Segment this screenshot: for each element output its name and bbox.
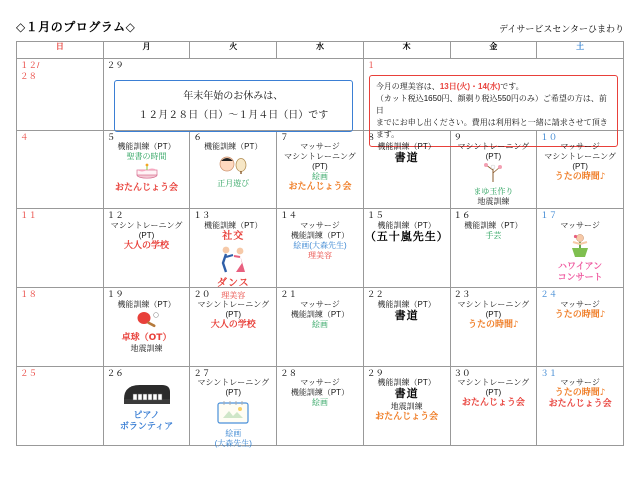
activity-list xyxy=(190,142,276,189)
calendar-day-cell xyxy=(190,130,277,209)
activity-item: 絵画 xyxy=(311,172,328,182)
activity-list xyxy=(364,300,450,324)
calendar-day-cell xyxy=(17,287,104,366)
activity-item: 大人の学校 xyxy=(124,240,170,251)
activity-list xyxy=(277,142,363,193)
page-title: ◇１月のプログラム◇ xyxy=(16,20,136,34)
day-content xyxy=(17,221,103,287)
dance-icon xyxy=(191,244,275,277)
weekday-header-mon: 月 xyxy=(103,42,190,59)
beauty-notice-line1: 今月の理美容は、13日(火)・14(水)です。 xyxy=(375,81,524,91)
activity-item: おたんじょう会 xyxy=(375,411,439,422)
activity-list xyxy=(537,300,623,321)
calendar-day-cell xyxy=(103,130,190,209)
day-content xyxy=(451,300,537,366)
day-number: ２４ xyxy=(540,288,558,299)
sketchbook-icon xyxy=(191,399,275,428)
activity-item: 正月遊び xyxy=(217,179,250,189)
day-content xyxy=(451,221,537,287)
activity-item: (大森先生) xyxy=(214,439,252,449)
activity-item: ハワイアン xyxy=(558,261,603,272)
page-header xyxy=(16,18,624,35)
day-content xyxy=(190,142,276,208)
activity-item: 聖書の時間 xyxy=(126,152,167,162)
activity-item: マシントレーニング(PT) xyxy=(544,152,616,172)
calendar-day-cell xyxy=(103,209,190,288)
activity-list xyxy=(190,378,276,449)
calendar-day-cell xyxy=(17,209,104,288)
calendar-week-row xyxy=(17,130,624,209)
day-number: ５ xyxy=(106,131,116,142)
day-content xyxy=(364,221,450,287)
activity-item: まゆ玉作り xyxy=(473,187,514,197)
activity-item: マシントレーニング(PT) xyxy=(197,378,270,398)
calendar-day-cell xyxy=(537,287,624,366)
activity-list xyxy=(451,378,537,409)
activity-item: 手芸 xyxy=(485,230,502,240)
calendar-day-cell xyxy=(103,287,190,366)
weekday-header-fri: 金 xyxy=(450,42,537,59)
day-number: ２３ xyxy=(453,288,471,299)
activity-item: マシントレーニング(PT) xyxy=(284,152,356,172)
activity-list xyxy=(451,142,537,207)
calendar-day-cell xyxy=(363,209,450,288)
activity-item: マッサージ xyxy=(300,378,340,388)
calendar-day-cell xyxy=(17,366,104,446)
day-number: １０ xyxy=(540,131,558,142)
activity-item: うたの時間♪ xyxy=(467,319,519,330)
day-number: ２２ xyxy=(366,288,384,299)
calendar-day-cell xyxy=(450,130,537,209)
day-number: ６ xyxy=(193,131,202,142)
activity-list xyxy=(364,221,450,245)
activity-item: 絵画 xyxy=(225,429,242,439)
activity-item: 絵画 xyxy=(311,319,328,329)
activity-item: おたんじょう会 xyxy=(461,398,525,409)
activity-item: 機能訓練（PT） xyxy=(377,299,436,309)
day-number: １８ xyxy=(20,288,38,299)
day-content xyxy=(190,300,276,366)
activity-list xyxy=(190,221,276,301)
calendar-week-row xyxy=(17,209,624,288)
calendar-day-cell xyxy=(190,366,277,449)
beauty-notice-line2: （カット税込1650円、顔剃り税込550円のみ）ご希望の方は、前日 xyxy=(375,93,607,115)
calendar-day-cell xyxy=(17,59,104,131)
calendar-day-cell xyxy=(277,209,364,288)
beauty-notice-line3: までにお申し出ください。費用は利用料と一緒に請求させて頂きます。 xyxy=(375,117,608,139)
day-number: １２/ ２８ xyxy=(20,60,40,81)
day-content xyxy=(277,378,363,444)
activity-list xyxy=(277,378,363,408)
day-content xyxy=(17,81,103,127)
day-content xyxy=(364,300,450,366)
day-number: １３ xyxy=(193,210,211,221)
activity-item: 機能訓練（PT） xyxy=(377,378,436,388)
activity-item: 絵画(大森先生) xyxy=(293,240,347,250)
day-content xyxy=(451,142,537,208)
calendar-day-cell xyxy=(190,287,277,366)
calendar-day-cell xyxy=(277,366,364,446)
day-content xyxy=(364,142,450,208)
activity-item: 機能訓練（PT） xyxy=(204,142,263,152)
day-number: ２９ xyxy=(106,60,124,70)
weekday-header-thu: 木 xyxy=(363,42,450,59)
activity-item: マッサージ xyxy=(560,142,600,152)
calendar-day-cell xyxy=(363,130,450,209)
day-number: １ xyxy=(366,60,376,70)
activity-item: うたの時間♪ xyxy=(554,309,606,320)
day-content xyxy=(537,221,623,287)
weekday-header-tue: 火 xyxy=(190,42,277,59)
activity-item: 地震訓練 xyxy=(390,401,423,411)
activity-item: ピアノ xyxy=(133,411,160,422)
weekday-header-row xyxy=(17,42,624,59)
day-content xyxy=(537,142,623,208)
piano-icon xyxy=(105,379,189,410)
calendar-week-row xyxy=(17,287,624,366)
activity-list xyxy=(277,300,363,330)
activity-item: 絵画 xyxy=(311,398,328,408)
activity-item: ボランティア xyxy=(119,422,174,433)
day-number: ２６ xyxy=(106,367,124,378)
activity-item: おたんじょう会 xyxy=(115,183,179,194)
day-number: ２０ xyxy=(193,288,211,299)
activity-list xyxy=(364,142,450,166)
holiday-notice xyxy=(114,80,353,132)
day-number: ７ xyxy=(280,131,289,142)
activity-item: ダンス xyxy=(216,278,250,290)
calendar-week-row xyxy=(17,366,624,446)
activity-list xyxy=(277,221,363,261)
calendar-day-cell xyxy=(17,130,104,209)
activity-item: 機能訓練（PT） xyxy=(290,230,350,240)
activity-list xyxy=(537,221,623,285)
activity-list xyxy=(190,300,276,331)
day-content xyxy=(17,300,103,366)
activity-item: マッサージ xyxy=(560,378,600,388)
day-number: ９ xyxy=(453,131,463,142)
activity-item: 社交 xyxy=(222,230,245,242)
activity-item: 卓球（OT） xyxy=(121,332,172,343)
day-number: １２ xyxy=(106,210,124,221)
activity-item: 地震訓練 xyxy=(130,343,163,353)
activity-item: 機能訓練（PT） xyxy=(290,388,350,398)
hula-icon xyxy=(538,232,622,261)
day-number: １４ xyxy=(280,210,298,221)
day-number: １５ xyxy=(366,210,384,221)
day-content xyxy=(277,221,363,287)
activity-item: おたんじょう会 xyxy=(288,182,352,193)
activity-item: コンサート xyxy=(557,273,603,284)
day-number: ２８ xyxy=(280,367,298,378)
activity-item: うたの時間♪ xyxy=(554,388,606,399)
calendar-day-cell xyxy=(537,366,624,446)
activity-item: 機能訓練（PT） xyxy=(204,220,263,230)
activity-item: 機能訓練（PT） xyxy=(290,309,350,319)
activity-item: （五十嵐先生） xyxy=(364,230,449,243)
day-content xyxy=(451,378,537,444)
cake-icon xyxy=(105,163,189,182)
day-number: ３１ xyxy=(540,367,558,378)
activity-item: うたの時間♪ xyxy=(554,172,606,183)
activity-list xyxy=(104,379,190,434)
activity-list xyxy=(364,378,450,423)
day-content xyxy=(277,142,363,208)
day-content xyxy=(17,142,103,208)
activity-list xyxy=(537,142,623,183)
activity-item: 書道 xyxy=(394,388,419,401)
calendar-day-cell xyxy=(103,366,190,446)
day-number: １７ xyxy=(540,210,558,221)
pingpong-icon xyxy=(105,311,189,332)
calendar-table xyxy=(16,41,624,449)
activity-item: 書道 xyxy=(394,309,419,322)
beauty-service-notice xyxy=(369,75,618,147)
activity-list xyxy=(104,300,190,354)
activity-list xyxy=(104,142,190,194)
activity-item: 理美容 xyxy=(221,290,246,300)
day-content xyxy=(104,300,190,366)
day-number: １９ xyxy=(106,288,124,299)
activity-item: 機能訓練（PT） xyxy=(377,220,436,230)
mayudama-icon xyxy=(452,163,536,186)
calendar-day-cell xyxy=(277,130,364,209)
activity-item: 機能訓練（PT） xyxy=(464,220,523,230)
day-content xyxy=(190,378,276,449)
activity-item: 大人の学校 xyxy=(210,319,256,330)
calendar-day-cell xyxy=(363,287,450,366)
activity-item: マッサージ xyxy=(560,220,600,230)
activity-item: マッサージ xyxy=(300,220,340,230)
day-number: ２１ xyxy=(280,288,298,299)
activity-list xyxy=(537,378,623,411)
weekday-header-sun: 日 xyxy=(17,42,104,59)
calendar-day-cell xyxy=(537,130,624,209)
day-number: ２９ xyxy=(366,367,384,378)
calendar-day-cell xyxy=(450,366,537,446)
day-content xyxy=(17,378,103,444)
activity-item: 理美容 xyxy=(307,250,332,260)
calendar-day-cell xyxy=(450,287,537,366)
day-number: ２５ xyxy=(20,367,38,378)
activity-item: マシントレーニング(PT) xyxy=(457,378,530,398)
activity-item: 機能訓練（PT） xyxy=(117,142,176,152)
activity-item: 機能訓練（PT） xyxy=(117,299,176,309)
activity-item: マッサージ xyxy=(560,299,600,309)
activity-item: マッサージ xyxy=(300,142,340,152)
weekday-header-wed: 水 xyxy=(277,42,364,59)
calendar-week-row xyxy=(17,59,624,131)
day-number: ２７ xyxy=(193,367,211,378)
activity-item: マッサージ xyxy=(300,299,340,309)
activity-item: マシントレーニング(PT) xyxy=(197,299,270,319)
day-content xyxy=(364,378,450,444)
day-content xyxy=(104,142,190,208)
facility-name: デイサービスセンターひまわり xyxy=(498,24,624,34)
day-number: ３０ xyxy=(453,367,471,378)
weekday-header-sat: 土 xyxy=(537,42,624,59)
day-content xyxy=(277,300,363,366)
day-number: １６ xyxy=(453,210,471,221)
calendar-day-cell xyxy=(537,209,624,288)
day-content xyxy=(537,300,623,366)
activity-item: 地震訓練 xyxy=(477,197,510,207)
day-number: ４ xyxy=(20,131,29,142)
activity-item: おたんじょう会 xyxy=(548,399,612,410)
activity-list xyxy=(104,221,190,252)
calendar-day-cell xyxy=(450,209,537,288)
activity-list xyxy=(451,221,537,241)
holiday-notice-line1: 年末年始のお休みは、 xyxy=(183,90,284,102)
day-content xyxy=(537,378,623,444)
day-content xyxy=(104,80,363,130)
day-content xyxy=(104,379,190,445)
holiday-notice-line2: １２月２８日（日）～１月４日（日）です xyxy=(138,109,329,121)
activity-list xyxy=(451,300,537,331)
calendar-day-cell xyxy=(277,287,364,366)
activity-item: マシントレーニング(PT) xyxy=(457,299,530,319)
day-number: １１ xyxy=(20,210,38,221)
day-content xyxy=(104,221,190,287)
calendar-day-cell xyxy=(103,59,363,131)
activity-item: 書道 xyxy=(394,152,419,165)
calendar-body xyxy=(17,59,624,449)
activity-item: マシントレーニング(PT) xyxy=(110,220,183,240)
activity-item: 機能訓練（PT） xyxy=(377,142,436,152)
hanetsuki-icon xyxy=(191,153,275,178)
activity-item: マシントレーニング(PT) xyxy=(457,142,530,162)
calendar-day-cell xyxy=(363,366,450,446)
day-number: ８ xyxy=(366,131,376,142)
